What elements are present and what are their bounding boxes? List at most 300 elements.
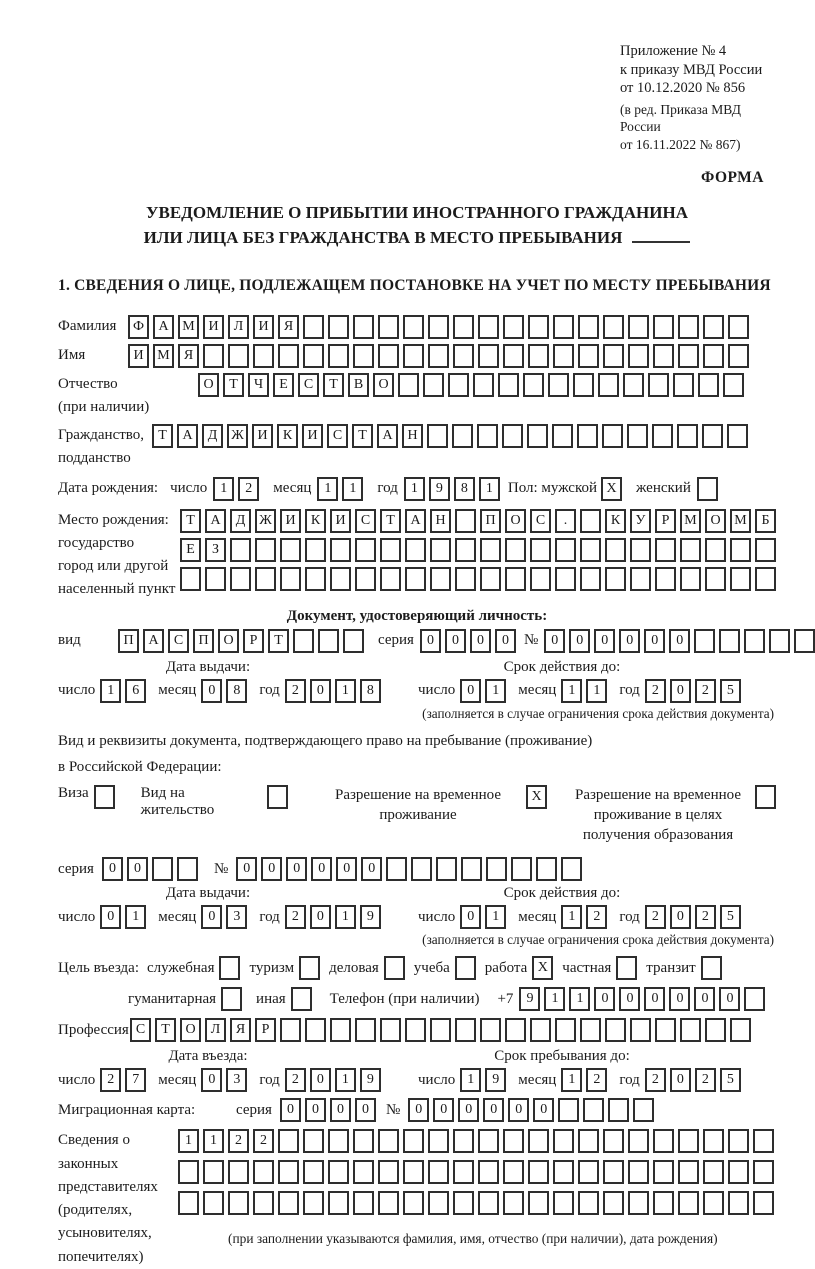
char-cell[interactable]: Е [273,373,294,397]
char-cell[interactable] [428,344,449,368]
char-cell[interactable] [453,1160,474,1184]
char-cell[interactable]: 2 [645,1068,666,1092]
char-cell[interactable] [561,857,582,881]
char-cell[interactable]: Я [230,1018,251,1042]
char-cell[interactable] [553,315,574,339]
char-cell[interactable] [528,344,549,368]
char-cell[interactable]: 0 [201,905,222,929]
char-cell[interactable] [648,373,669,397]
char-cell[interactable] [553,1160,574,1184]
char-cell[interactable] [727,424,748,448]
char-cell[interactable]: 5 [720,1068,741,1092]
char-cell[interactable]: Е [180,538,201,562]
char-cell[interactable] [628,1129,649,1153]
char-cell[interactable]: Т [380,509,401,533]
char-cell[interactable]: И [253,315,274,339]
char-cell[interactable] [719,629,740,653]
char-cell[interactable] [680,567,701,591]
char-cell[interactable] [555,567,576,591]
char-cell[interactable]: 2 [285,1068,306,1092]
char-cell[interactable]: К [305,509,326,533]
char-cell[interactable]: А [405,509,426,533]
char-cell[interactable] [478,1191,499,1215]
char-cell[interactable] [558,1098,579,1122]
char-cell[interactable]: 1 [335,1068,356,1092]
char-cell[interactable] [705,538,726,562]
char-cell[interactable] [328,1191,349,1215]
purpose-study-checkbox[interactable] [455,956,476,980]
char-cell[interactable] [255,538,276,562]
char-cell[interactable]: О [218,629,239,653]
char-cell[interactable]: А [143,629,164,653]
char-cell[interactable] [436,857,457,881]
char-cell[interactable]: 5 [720,905,741,929]
char-cell[interactable] [278,1129,299,1153]
char-cell[interactable]: М [153,344,174,368]
char-cell[interactable]: Ч [248,373,269,397]
char-cell[interactable]: 0 [460,905,481,929]
char-cell[interactable]: 6 [125,679,146,703]
char-cell[interactable]: 1 [335,905,356,929]
char-cell[interactable]: 0 [433,1098,454,1122]
char-cell[interactable]: М [680,509,701,533]
char-cell[interactable]: 0 [694,987,715,1011]
char-cell[interactable] [680,1018,701,1042]
char-cell[interactable] [753,1129,774,1153]
char-cell[interactable]: В [348,373,369,397]
char-cell[interactable]: 9 [485,1068,506,1092]
char-cell[interactable]: А [377,424,398,448]
char-cell[interactable] [448,373,469,397]
char-cell[interactable]: 0 [719,987,740,1011]
char-cell[interactable] [755,538,776,562]
char-cell[interactable] [603,1191,624,1215]
option-temp-residence-checkbox[interactable]: X [526,785,547,809]
char-cell[interactable] [423,373,444,397]
purpose-other-checkbox[interactable] [291,987,312,1011]
char-cell[interactable] [753,1160,774,1184]
char-cell[interactable]: Р [243,629,264,653]
char-cell[interactable] [478,1160,499,1184]
char-cell[interactable] [228,1191,249,1215]
char-cell[interactable] [753,1191,774,1215]
char-cell[interactable] [555,1018,576,1042]
char-cell[interactable]: И [330,509,351,533]
char-cell[interactable] [578,315,599,339]
char-cell[interactable]: У [630,509,651,533]
sex-female-checkbox[interactable] [697,477,718,501]
char-cell[interactable] [603,1129,624,1153]
char-cell[interactable] [528,1129,549,1153]
char-cell[interactable]: Д [202,424,223,448]
char-cell[interactable]: 2 [586,905,607,929]
char-cell[interactable] [178,1191,199,1215]
char-cell[interactable] [703,1160,724,1184]
option-visa-checkbox[interactable] [94,785,115,809]
char-cell[interactable]: 1 [460,1068,481,1092]
purpose-work-checkbox[interactable]: X [532,956,553,980]
char-cell[interactable] [633,1098,654,1122]
char-cell[interactable]: 0 [201,1068,222,1092]
char-cell[interactable] [555,538,576,562]
char-cell[interactable] [536,857,557,881]
char-cell[interactable] [280,1018,301,1042]
char-cell[interactable] [380,567,401,591]
char-cell[interactable] [498,373,519,397]
purpose-transit-checkbox[interactable] [701,956,722,980]
char-cell[interactable] [603,344,624,368]
char-cell[interactable] [330,538,351,562]
char-cell[interactable] [705,1018,726,1042]
char-cell[interactable]: 0 [336,857,357,881]
char-cell[interactable] [430,1018,451,1042]
char-cell[interactable]: О [198,373,219,397]
char-cell[interactable]: Т [352,424,373,448]
char-cell[interactable]: 1 [317,477,338,501]
char-cell[interactable] [405,567,426,591]
char-cell[interactable] [678,315,699,339]
char-cell[interactable]: П [480,509,501,533]
char-cell[interactable] [405,538,426,562]
char-cell[interactable] [744,629,765,653]
char-cell[interactable]: 2 [100,1068,121,1092]
char-cell[interactable] [580,538,601,562]
char-cell[interactable]: 0 [355,1098,376,1122]
char-cell[interactable]: Б [755,509,776,533]
char-cell[interactable] [453,344,474,368]
char-cell[interactable] [580,567,601,591]
char-cell[interactable]: 0 [445,629,466,653]
char-cell[interactable]: П [193,629,214,653]
char-cell[interactable]: 0 [236,857,257,881]
char-cell[interactable]: С [327,424,348,448]
char-cell[interactable] [573,373,594,397]
char-cell[interactable]: С [355,509,376,533]
char-cell[interactable]: 1 [561,1068,582,1092]
purpose-private-checkbox[interactable] [616,956,637,980]
char-cell[interactable] [605,538,626,562]
char-cell[interactable]: 0 [261,857,282,881]
char-cell[interactable]: Л [228,315,249,339]
char-cell[interactable]: 0 [311,857,332,881]
char-cell[interactable] [452,424,473,448]
char-cell[interactable] [453,315,474,339]
char-cell[interactable]: П [118,629,139,653]
char-cell[interactable]: О [505,509,526,533]
char-cell[interactable] [455,1018,476,1042]
char-cell[interactable]: 8 [226,679,247,703]
char-cell[interactable] [230,538,251,562]
char-cell[interactable]: Т [223,373,244,397]
char-cell[interactable] [305,1018,326,1042]
char-cell[interactable] [478,315,499,339]
char-cell[interactable] [503,1191,524,1215]
char-cell[interactable]: 0 [458,1098,479,1122]
char-cell[interactable]: С [298,373,319,397]
char-cell[interactable] [502,424,523,448]
char-cell[interactable] [694,629,715,653]
char-cell[interactable] [653,1191,674,1215]
char-cell[interactable] [677,424,698,448]
char-cell[interactable]: 2 [645,905,666,929]
char-cell[interactable]: 0 [460,679,481,703]
char-cell[interactable]: 5 [720,679,741,703]
char-cell[interactable] [505,538,526,562]
char-cell[interactable]: 9 [360,905,381,929]
char-cell[interactable] [655,1018,676,1042]
char-cell[interactable]: 1 [561,905,582,929]
char-cell[interactable] [505,567,526,591]
char-cell[interactable]: 0 [533,1098,554,1122]
char-cell[interactable] [330,1018,351,1042]
char-cell[interactable]: 0 [470,629,491,653]
char-cell[interactable]: 7 [125,1068,146,1092]
char-cell[interactable] [703,1129,724,1153]
char-cell[interactable]: С [130,1018,151,1042]
char-cell[interactable] [177,857,198,881]
char-cell[interactable]: Т [180,509,201,533]
char-cell[interactable]: 3 [226,905,247,929]
char-cell[interactable]: И [252,424,273,448]
char-cell[interactable] [553,344,574,368]
char-cell[interactable]: И [128,344,149,368]
char-cell[interactable]: К [605,509,626,533]
char-cell[interactable] [353,315,374,339]
char-cell[interactable] [705,567,726,591]
char-cell[interactable]: 2 [695,905,716,929]
char-cell[interactable] [605,1018,626,1042]
char-cell[interactable] [630,1018,651,1042]
char-cell[interactable]: Т [268,629,289,653]
char-cell[interactable]: 1 [100,679,121,703]
char-cell[interactable] [486,857,507,881]
char-cell[interactable] [478,1129,499,1153]
char-cell[interactable] [353,1129,374,1153]
char-cell[interactable] [305,538,326,562]
char-cell[interactable] [480,567,501,591]
char-cell[interactable] [428,1129,449,1153]
char-cell[interactable]: М [730,509,751,533]
char-cell[interactable] [528,1191,549,1215]
char-cell[interactable] [473,373,494,397]
char-cell[interactable]: 0 [305,1098,326,1122]
char-cell[interactable]: И [280,509,301,533]
char-cell[interactable]: 2 [586,1068,607,1092]
purpose-business-checkbox[interactable] [384,956,405,980]
char-cell[interactable]: 1 [335,679,356,703]
char-cell[interactable] [330,567,351,591]
char-cell[interactable]: Т [152,424,173,448]
char-cell[interactable] [428,315,449,339]
char-cell[interactable]: 1 [203,1129,224,1153]
char-cell[interactable] [794,629,815,653]
char-cell[interactable] [228,344,249,368]
char-cell[interactable]: А [153,315,174,339]
char-cell[interactable] [411,857,432,881]
char-cell[interactable] [303,1129,324,1153]
char-cell[interactable] [205,567,226,591]
char-cell[interactable] [455,567,476,591]
char-cell[interactable] [655,538,676,562]
char-cell[interactable] [728,1191,749,1215]
char-cell[interactable]: 0 [361,857,382,881]
char-cell[interactable]: С [168,629,189,653]
char-cell[interactable] [680,538,701,562]
char-cell[interactable]: 1 [485,679,506,703]
char-cell[interactable] [478,344,499,368]
char-cell[interactable] [728,1160,749,1184]
char-cell[interactable]: 1 [125,905,146,929]
char-cell[interactable]: 0 [330,1098,351,1122]
char-cell[interactable]: И [203,315,224,339]
char-cell[interactable] [527,424,548,448]
char-cell[interactable] [730,1018,751,1042]
char-cell[interactable]: Р [255,1018,276,1042]
char-cell[interactable] [511,857,532,881]
char-cell[interactable]: 0 [102,857,123,881]
char-cell[interactable] [380,1018,401,1042]
char-cell[interactable]: 1 [404,477,425,501]
char-cell[interactable] [577,424,598,448]
char-cell[interactable] [653,1160,674,1184]
char-cell[interactable]: 2 [238,477,259,501]
char-cell[interactable] [253,1191,274,1215]
char-cell[interactable] [480,1018,501,1042]
char-cell[interactable]: 9 [429,477,450,501]
char-cell[interactable] [755,567,776,591]
char-cell[interactable]: И [302,424,323,448]
char-cell[interactable] [343,629,364,653]
char-cell[interactable] [255,567,276,591]
option-residence-permit-checkbox[interactable] [267,785,288,809]
char-cell[interactable]: 0 [619,987,640,1011]
char-cell[interactable] [653,344,674,368]
char-cell[interactable]: Ж [227,424,248,448]
char-cell[interactable] [553,1129,574,1153]
char-cell[interactable] [480,538,501,562]
char-cell[interactable] [253,344,274,368]
char-cell[interactable]: 1 [485,905,506,929]
char-cell[interactable] [673,373,694,397]
char-cell[interactable]: 2 [695,1068,716,1092]
char-cell[interactable]: 2 [695,679,716,703]
char-cell[interactable] [380,538,401,562]
char-cell[interactable]: 3 [226,1068,247,1092]
char-cell[interactable] [528,1160,549,1184]
char-cell[interactable] [530,538,551,562]
char-cell[interactable]: 0 [669,987,690,1011]
char-cell[interactable] [355,538,376,562]
char-cell[interactable] [303,1160,324,1184]
char-cell[interactable] [278,344,299,368]
char-cell[interactable]: Ф [128,315,149,339]
char-cell[interactable] [603,315,624,339]
char-cell[interactable] [405,1018,426,1042]
char-cell[interactable]: 1 [479,477,500,501]
char-cell[interactable] [203,344,224,368]
char-cell[interactable]: 0 [544,629,565,653]
char-cell[interactable]: 2 [285,679,306,703]
char-cell[interactable] [627,424,648,448]
char-cell[interactable]: 9 [360,1068,381,1092]
sex-male-checkbox[interactable]: X [601,477,622,501]
char-cell[interactable] [678,1160,699,1184]
char-cell[interactable] [428,1160,449,1184]
char-cell[interactable] [328,344,349,368]
char-cell[interactable]: 1 [586,679,607,703]
char-cell[interactable] [403,1191,424,1215]
char-cell[interactable] [702,424,723,448]
char-cell[interactable] [628,344,649,368]
char-cell[interactable] [723,373,744,397]
char-cell[interactable]: 0 [644,987,665,1011]
char-cell[interactable]: 0 [670,679,691,703]
char-cell[interactable] [578,344,599,368]
char-cell[interactable]: 8 [454,477,475,501]
char-cell[interactable]: 8 [360,679,381,703]
char-cell[interactable]: 0 [594,629,615,653]
char-cell[interactable] [630,567,651,591]
char-cell[interactable]: А [177,424,198,448]
char-cell[interactable] [628,1191,649,1215]
char-cell[interactable] [303,344,324,368]
char-cell[interactable]: 0 [408,1098,429,1122]
char-cell[interactable] [503,315,524,339]
char-cell[interactable] [228,1160,249,1184]
char-cell[interactable] [203,1191,224,1215]
char-cell[interactable]: 0 [286,857,307,881]
char-cell[interactable]: О [705,509,726,533]
char-cell[interactable] [623,373,644,397]
char-cell[interactable]: 2 [228,1129,249,1153]
char-cell[interactable] [455,538,476,562]
char-cell[interactable] [505,1018,526,1042]
char-cell[interactable] [430,567,451,591]
char-cell[interactable] [328,1160,349,1184]
char-cell[interactable] [378,315,399,339]
char-cell[interactable]: К [277,424,298,448]
char-cell[interactable]: 1 [544,987,565,1011]
char-cell[interactable] [230,567,251,591]
char-cell[interactable] [552,424,573,448]
char-cell[interactable] [653,1129,674,1153]
char-cell[interactable] [523,373,544,397]
char-cell[interactable] [703,344,724,368]
char-cell[interactable] [398,373,419,397]
char-cell[interactable]: 0 [495,629,516,653]
purpose-official-checkbox[interactable] [219,956,240,980]
char-cell[interactable] [378,1129,399,1153]
char-cell[interactable] [403,1160,424,1184]
char-cell[interactable] [378,1160,399,1184]
char-cell[interactable]: 1 [213,477,234,501]
char-cell[interactable]: 0 [127,857,148,881]
char-cell[interactable] [293,629,314,653]
char-cell[interactable] [303,315,324,339]
char-cell[interactable]: 0 [483,1098,504,1122]
char-cell[interactable] [602,424,623,448]
char-cell[interactable] [403,344,424,368]
char-cell[interactable] [678,1191,699,1215]
char-cell[interactable] [580,509,601,533]
char-cell[interactable] [608,1098,629,1122]
char-cell[interactable] [630,538,651,562]
char-cell[interactable] [548,373,569,397]
char-cell[interactable]: Н [402,424,423,448]
char-cell[interactable] [403,315,424,339]
char-cell[interactable] [427,424,448,448]
char-cell[interactable] [328,1129,349,1153]
